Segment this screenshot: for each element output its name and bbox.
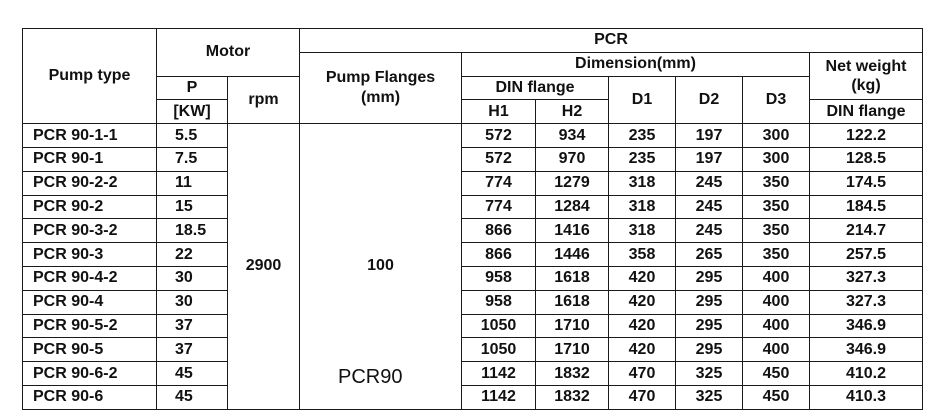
cell-rpm: 2900 bbox=[228, 124, 300, 410]
cell-d2: 325 bbox=[676, 385, 743, 409]
cell-d2: 245 bbox=[676, 171, 743, 195]
cell-d1: 420 bbox=[609, 338, 676, 362]
cell-net-weight: 184.5 bbox=[810, 195, 923, 219]
header-pump-flanges-label: Pump Flanges bbox=[325, 68, 436, 86]
cell-d1: 420 bbox=[609, 266, 676, 290]
cell-h1: 866 bbox=[462, 243, 536, 267]
table-row bbox=[23, 338, 923, 362]
cell-d3: 350 bbox=[743, 243, 810, 267]
cell-h1: 866 bbox=[462, 219, 536, 243]
header-d2: D2 bbox=[676, 76, 743, 124]
header-h1: H1 bbox=[462, 100, 536, 124]
cell-pump-type: PCR 90-6-2 bbox=[23, 362, 157, 386]
header-din-flange: DIN flange bbox=[462, 76, 609, 100]
cell-h2: 934 bbox=[536, 124, 609, 148]
cell-d1: 470 bbox=[609, 362, 676, 386]
cell-pump-type: PCR 90-4-2 bbox=[23, 266, 157, 290]
cell-d2: 197 bbox=[676, 124, 743, 148]
table-row bbox=[23, 171, 923, 195]
cell-net-weight: 410.3 bbox=[810, 385, 923, 409]
cell-d3: 450 bbox=[743, 385, 810, 409]
table-row bbox=[23, 243, 923, 267]
cell-d3: 300 bbox=[743, 147, 810, 171]
cell-net-weight: 410.2 bbox=[810, 362, 923, 386]
cell-power: 37 bbox=[157, 314, 228, 338]
header-dimension: Dimension(mm) bbox=[462, 52, 810, 76]
cell-power: 45 bbox=[157, 385, 228, 409]
cell-power: 7.5 bbox=[157, 147, 228, 171]
cell-d3: 350 bbox=[743, 171, 810, 195]
cell-d1: 420 bbox=[609, 314, 676, 338]
cell-h1: 1142 bbox=[462, 385, 536, 409]
cell-d2: 295 bbox=[676, 338, 743, 362]
cell-d2: 295 bbox=[676, 290, 743, 314]
cell-pump-type: PCR 90-6 bbox=[23, 385, 157, 409]
cell-net-weight: 257.5 bbox=[810, 243, 923, 267]
cell-net-weight: 346.9 bbox=[810, 338, 923, 362]
cell-pump-type: PCR 90-3 bbox=[23, 243, 157, 267]
cell-power: 37 bbox=[157, 338, 228, 362]
table-row bbox=[23, 314, 923, 338]
cell-power: 11 bbox=[157, 171, 228, 195]
header-net-weight-label: Net weight bbox=[825, 57, 907, 75]
header-motor: Motor bbox=[157, 29, 300, 77]
cell-pump-type: PCR 90-2-2 bbox=[23, 171, 157, 195]
cell-d1: 318 bbox=[609, 195, 676, 219]
cell-d1: 358 bbox=[609, 243, 676, 267]
header-pcr: PCR bbox=[300, 29, 923, 53]
cell-d1: 235 bbox=[609, 147, 676, 171]
cell-net-weight: 122.2 bbox=[810, 124, 923, 148]
cell-h1: 958 bbox=[462, 290, 536, 314]
cell-h2: 1710 bbox=[536, 338, 609, 362]
cell-pump-type: PCR 90-4 bbox=[23, 290, 157, 314]
cell-d3: 400 bbox=[743, 290, 810, 314]
cell-h2: 1284 bbox=[536, 195, 609, 219]
cell-power: 45 bbox=[157, 362, 228, 386]
cell-h2: 1618 bbox=[536, 266, 609, 290]
cell-h2: 1832 bbox=[536, 362, 609, 386]
cell-net-weight: 128.5 bbox=[810, 147, 923, 171]
table-row bbox=[23, 266, 923, 290]
cell-pump-type: PCR 90-5-2 bbox=[23, 314, 157, 338]
header-net-weight-din: DIN flange bbox=[810, 100, 923, 124]
cell-h2: 1446 bbox=[536, 243, 609, 267]
cell-pump-type: PCR 90-1-1 bbox=[23, 124, 157, 148]
cell-h1: 774 bbox=[462, 195, 536, 219]
cell-d2: 325 bbox=[676, 362, 743, 386]
cell-d3: 400 bbox=[743, 338, 810, 362]
cell-net-weight: 174.5 bbox=[810, 171, 923, 195]
cell-net-weight: 327.3 bbox=[810, 266, 923, 290]
cell-h1: 958 bbox=[462, 266, 536, 290]
cell-d3: 450 bbox=[743, 362, 810, 386]
header-power: P bbox=[157, 76, 228, 100]
cell-d2: 295 bbox=[676, 314, 743, 338]
cell-h2: 1710 bbox=[536, 314, 609, 338]
cell-d3: 400 bbox=[743, 314, 810, 338]
cell-d2: 295 bbox=[676, 266, 743, 290]
cell-power: 22 bbox=[157, 243, 228, 267]
cell-pump-type: PCR 90-3-2 bbox=[23, 219, 157, 243]
cell-h2: 970 bbox=[536, 147, 609, 171]
cell-h1: 572 bbox=[462, 147, 536, 171]
cell-h1: 1142 bbox=[462, 362, 536, 386]
cell-h2: 1279 bbox=[536, 171, 609, 195]
cell-h2: 1618 bbox=[536, 290, 609, 314]
cell-d1: 470 bbox=[609, 385, 676, 409]
cell-power: 15 bbox=[157, 195, 228, 219]
header-rpm: rpm bbox=[228, 76, 300, 124]
table-row bbox=[23, 147, 923, 171]
cell-h1: 1050 bbox=[462, 314, 536, 338]
table-row bbox=[23, 290, 923, 314]
cell-d2: 245 bbox=[676, 219, 743, 243]
table-row bbox=[23, 362, 923, 386]
cell-net-weight: 327.3 bbox=[810, 290, 923, 314]
cell-pump-flanges: 100 bbox=[300, 124, 462, 410]
header-d1: D1 bbox=[609, 76, 676, 124]
table-row bbox=[23, 195, 923, 219]
cell-pump-type: PCR 90-5 bbox=[23, 338, 157, 362]
table-row bbox=[23, 124, 923, 148]
cell-d1: 420 bbox=[609, 290, 676, 314]
cell-h2: 1832 bbox=[536, 385, 609, 409]
header-pump-flanges-unit: (mm) bbox=[360, 88, 401, 106]
cell-d1: 235 bbox=[609, 124, 676, 148]
cell-h1: 1050 bbox=[462, 338, 536, 362]
cell-power: 18.5 bbox=[157, 219, 228, 243]
cell-d3: 350 bbox=[743, 195, 810, 219]
cell-h1: 774 bbox=[462, 171, 536, 195]
table-row bbox=[23, 385, 923, 409]
caption-model: PCR90 bbox=[338, 366, 403, 388]
header-power-unit: [KW] bbox=[157, 100, 228, 124]
header-d3: D3 bbox=[743, 76, 810, 124]
header-pump-flanges bbox=[300, 52, 462, 123]
cell-pump-type: PCR 90-1 bbox=[23, 147, 157, 171]
cell-d3: 350 bbox=[743, 219, 810, 243]
cell-d1: 318 bbox=[609, 171, 676, 195]
header-pump-type: Pump type bbox=[23, 29, 157, 124]
header-net-weight bbox=[810, 52, 923, 100]
cell-power: 30 bbox=[157, 266, 228, 290]
cell-net-weight: 346.9 bbox=[810, 314, 923, 338]
table-row bbox=[23, 219, 923, 243]
header-h2: H2 bbox=[536, 100, 609, 124]
pump-spec-table bbox=[22, 28, 923, 410]
cell-pump-type: PCR 90-2 bbox=[23, 195, 157, 219]
header-net-weight-unit: (kg) bbox=[851, 76, 881, 94]
cell-h2: 1416 bbox=[536, 219, 609, 243]
cell-power: 5.5 bbox=[157, 124, 228, 148]
cell-power: 30 bbox=[157, 290, 228, 314]
cell-net-weight: 214.7 bbox=[810, 219, 923, 243]
cell-d2: 245 bbox=[676, 195, 743, 219]
cell-h1: 572 bbox=[462, 124, 536, 148]
cell-d3: 300 bbox=[743, 124, 810, 148]
cell-d2: 197 bbox=[676, 147, 743, 171]
cell-d3: 400 bbox=[743, 266, 810, 290]
cell-d2: 265 bbox=[676, 243, 743, 267]
cell-d1: 318 bbox=[609, 219, 676, 243]
